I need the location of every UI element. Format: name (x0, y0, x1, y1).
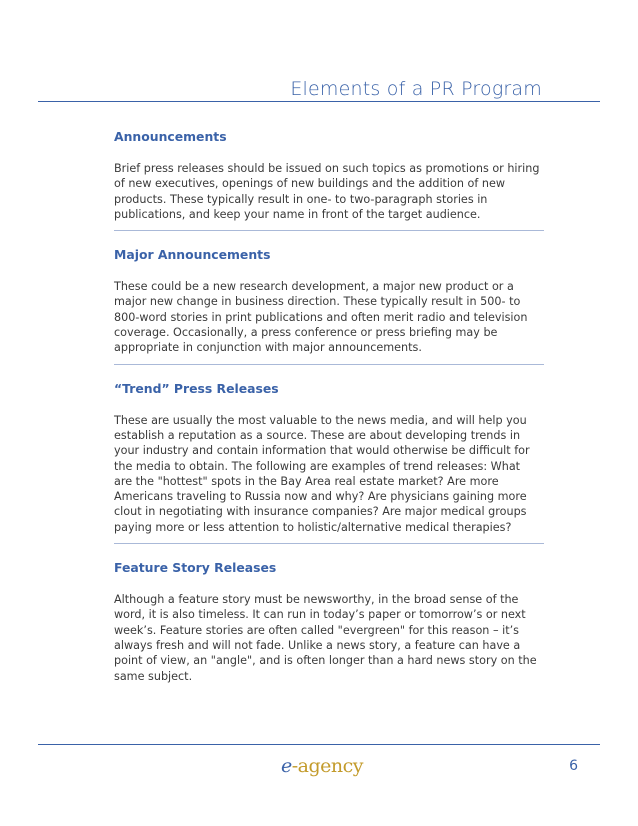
header-divider (38, 101, 600, 102)
body-line: coverage. Occasionally, a press conference or press briefing may be (114, 326, 498, 340)
body-line: your industry and contain information that would otherwise be difficult for (114, 444, 530, 458)
section-feature-story-releases (114, 560, 544, 684)
section-heading: Feature Story Releases (114, 560, 277, 576)
body-line: week’s. Feature stories are often called "evergreen" for this reason – it’s (114, 623, 519, 637)
eagency-logo: e-agency (281, 755, 364, 777)
section-announcements (114, 129, 544, 222)
section-heading: Major Announcements (114, 247, 271, 263)
section-heading: “Trend” Press Releases (114, 380, 279, 396)
body-line: clout in negotiating with insurance companies? Are major medical groups (114, 505, 527, 519)
section-trend-releases (114, 381, 544, 535)
section-major-announcements (114, 247, 544, 355)
body-line: Although a feature story must be newsworthy, in the broad sense of the (114, 593, 519, 607)
section-body (114, 161, 544, 222)
body-line: publications, and keep your name in front of the target audience. (114, 207, 481, 221)
page-number: 6 (569, 758, 578, 774)
section-divider (114, 543, 544, 544)
body-line: paying more or less attention to holistic/alternative medical therapies? (114, 520, 512, 534)
section-body (114, 592, 544, 684)
section-divider (114, 364, 544, 365)
body-line: products. These typically result in one- to two-paragraph stories in (114, 192, 488, 206)
footer-divider (38, 744, 600, 745)
section-body (114, 413, 544, 535)
logo-prefix: e (281, 755, 292, 777)
body-line: point of view, an "angle", and is often longer than a hard news story on the (114, 654, 537, 668)
logo-wordmark: agency (297, 755, 364, 777)
body-line: major new change in business direction. These typically result in 500- to (114, 295, 521, 309)
body-line: same subject. (114, 669, 193, 683)
section-body (114, 279, 544, 355)
section-divider (114, 230, 544, 231)
page-title: Elements of a PR Program (290, 78, 542, 100)
body-line: word, it is also timeless. It can run in today’s paper or tomorrow’s or next (114, 608, 526, 622)
body-line: 800-word stories in print publications and often merit radio and television (114, 310, 528, 324)
body-line: are the "hottest" spots in the Bay Area real estate market? Are more (114, 474, 499, 488)
body-line: of new executives, openings of new buildings and the addition of new (114, 177, 505, 191)
body-line: These are usually the most valuable to the news media, and will help you (114, 413, 527, 427)
body-line: always fresh and will not fade. Unlike a news story, a feature can have a (114, 638, 521, 652)
section-heading: Announcements (114, 129, 227, 144)
body-line: appropriate in conjunction with major announcements. (114, 341, 422, 355)
body-line: the media to obtain. The following are examples of trend releases: What (114, 459, 521, 473)
body-line: These could be a new research development, a major new product or a (114, 280, 514, 294)
content-area (114, 129, 544, 684)
body-line: Americans traveling to Russia now and why? Are physicians gaining more (114, 490, 527, 504)
body-line: Brief press releases should be issued on such topics as promotions or hiring (114, 162, 540, 175)
body-line: establish a reputation as a source. These are about developing trends in (114, 428, 521, 442)
